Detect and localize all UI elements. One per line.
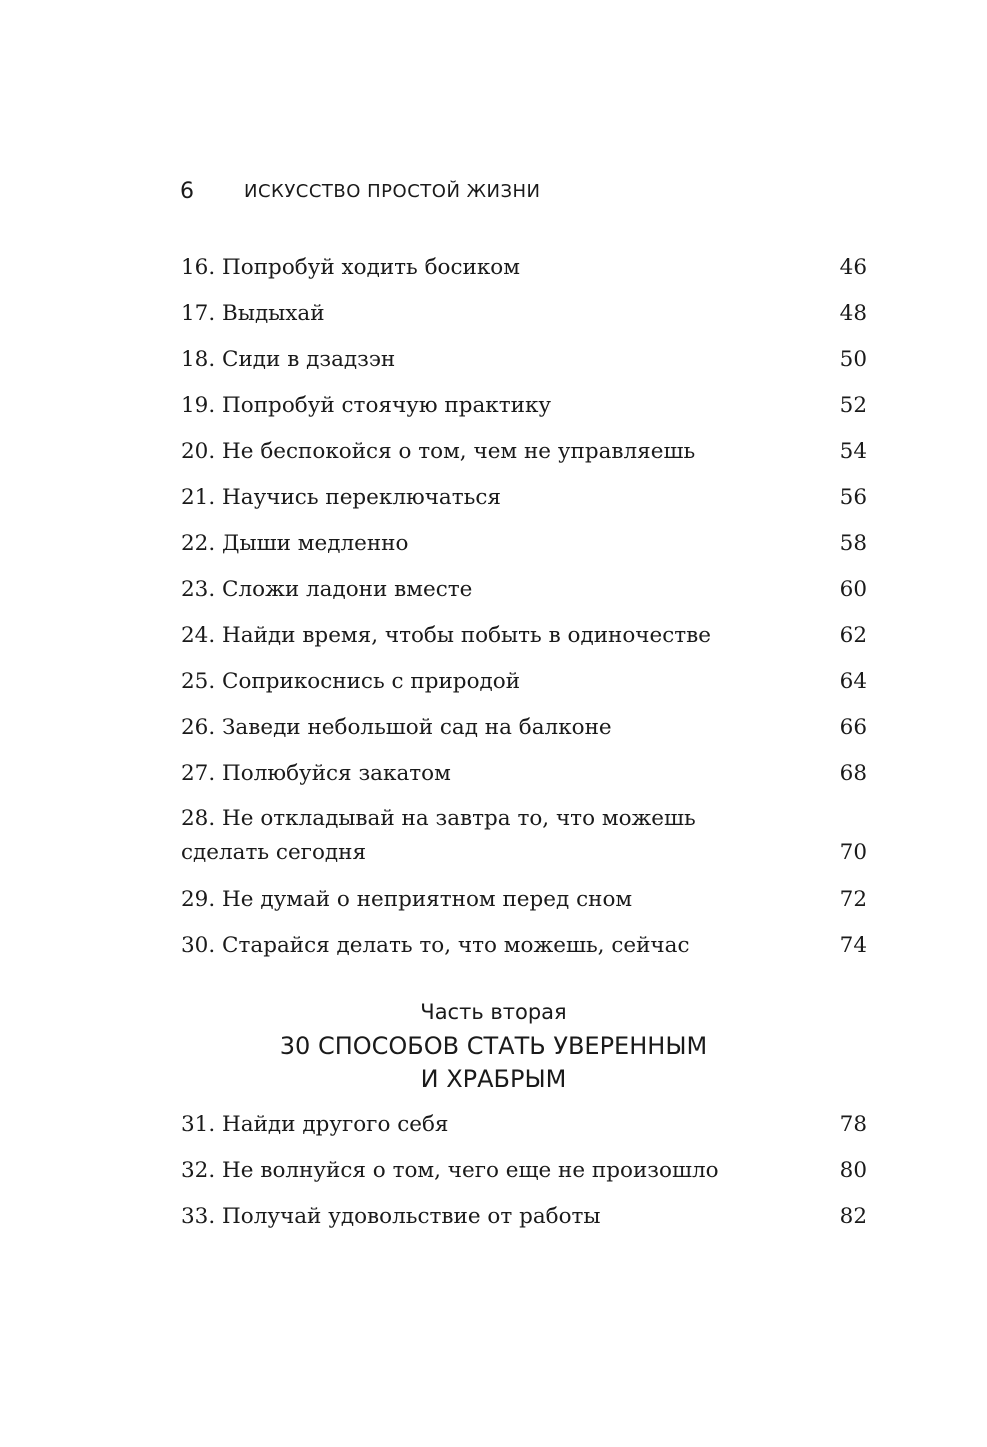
- toc-entry[interactable]: [181, 1107, 867, 1153]
- toc-entry[interactable]: [181, 342, 867, 388]
- toc-entry[interactable]: [181, 802, 867, 882]
- toc-entry-page: 46: [839, 255, 867, 280]
- toc-entry-page: 72: [839, 887, 867, 912]
- toc-entry-title: 26. Заведи небольшой сад на балконе: [181, 715, 612, 740]
- toc-entry[interactable]: [181, 296, 867, 342]
- toc-entry[interactable]: [181, 882, 867, 928]
- toc-entry-page: 74: [839, 933, 867, 958]
- toc-entry-title: 21. Научись переключаться: [181, 485, 501, 510]
- page-number: 6: [180, 178, 194, 204]
- toc-entry-title: 23. Сложи ладони вместе: [181, 577, 473, 602]
- toc-entry-title: 29. Не думай о неприятном перед сном: [181, 887, 633, 912]
- toc-entry-title-line1: 28. Не откладывай на завтра то, что можешь: [181, 806, 696, 831]
- part-title-line1: 30 СПОСОБОВ СТАТЬ УВЕРЕННЫМ: [279, 1032, 708, 1060]
- toc-entry[interactable]: [181, 928, 867, 974]
- toc-entry[interactable]: [181, 1199, 867, 1245]
- toc-entry-page: 54: [839, 439, 867, 464]
- toc-entry-page: 80: [839, 1158, 867, 1183]
- running-head: [180, 176, 541, 206]
- toc-entry-title: 30. Старайся делать то, что можешь, сейчас: [181, 933, 690, 958]
- toc-entry-title: 19. Попробуй стоячую практику: [181, 393, 552, 418]
- toc-entry-page: 56: [839, 485, 867, 510]
- toc-entry[interactable]: [181, 1153, 867, 1199]
- part-label: Часть вторая: [420, 1000, 567, 1024]
- toc-entry-page: 60: [839, 577, 867, 602]
- toc-entry[interactable]: [181, 664, 867, 710]
- toc-entry[interactable]: [181, 434, 867, 480]
- toc-entry[interactable]: [181, 250, 867, 296]
- toc-entry-title: 18. Сиди в дзадзэн: [181, 347, 396, 372]
- toc-entry-page: 52: [839, 393, 867, 418]
- toc-entry-title: 16. Попробуй ходить босиком: [181, 255, 520, 280]
- toc-entry-page: 48: [839, 301, 867, 326]
- toc-entry[interactable]: [181, 526, 867, 572]
- toc-entry-page: 62: [839, 623, 867, 648]
- toc-entry-title: 25. Соприкоснись с природой: [181, 669, 521, 694]
- toc-entry[interactable]: [181, 756, 867, 802]
- running-title: ИСКУССТВО ПРОСТОЙ ЖИЗНИ: [244, 180, 541, 202]
- toc-entry-page: 82: [839, 1204, 867, 1229]
- toc-entry-page: 58: [839, 531, 867, 556]
- part-title-line2: И ХРАБРЫМ: [420, 1065, 567, 1093]
- part-title: [0, 1030, 987, 1096]
- toc-entry-title: 20. Не беспокойся о том, чем не управляешь: [181, 439, 696, 464]
- toc-entry-title: 24. Найди время, чтобы побыть в одиночестве: [181, 623, 712, 648]
- toc-entry[interactable]: [181, 572, 867, 618]
- toc-entry-page: 50: [839, 347, 867, 372]
- toc-entry-page: 66: [839, 715, 867, 740]
- toc-entry[interactable]: [181, 618, 867, 664]
- toc-entry-page: 70: [839, 840, 867, 865]
- toc-entry-page: 68: [839, 761, 867, 786]
- toc-entry-title: 31. Найди другого себя: [181, 1112, 449, 1137]
- toc-entry-title-line2: сделать сегодня: [181, 840, 367, 865]
- toc-entry[interactable]: [181, 480, 867, 526]
- toc-part-one: [181, 250, 867, 974]
- toc-entry[interactable]: [181, 710, 867, 756]
- toc-entry-title: 32. Не волнуйся о том, чего еще не произошло: [181, 1158, 719, 1183]
- toc-entry-title: 27. Полюбуйся закатом: [181, 761, 451, 786]
- toc-entry-title: 17. Выдыхай: [181, 301, 325, 326]
- toc-entry-title: 22. Дыши медленно: [181, 531, 409, 556]
- toc-entry[interactable]: [181, 388, 867, 434]
- toc-entry-page: 78: [839, 1112, 867, 1137]
- toc-part-two: [181, 1107, 867, 1245]
- toc-entry-title: 33. Получай удовольствие от работы: [181, 1204, 601, 1229]
- toc-entry-page: 64: [839, 669, 867, 694]
